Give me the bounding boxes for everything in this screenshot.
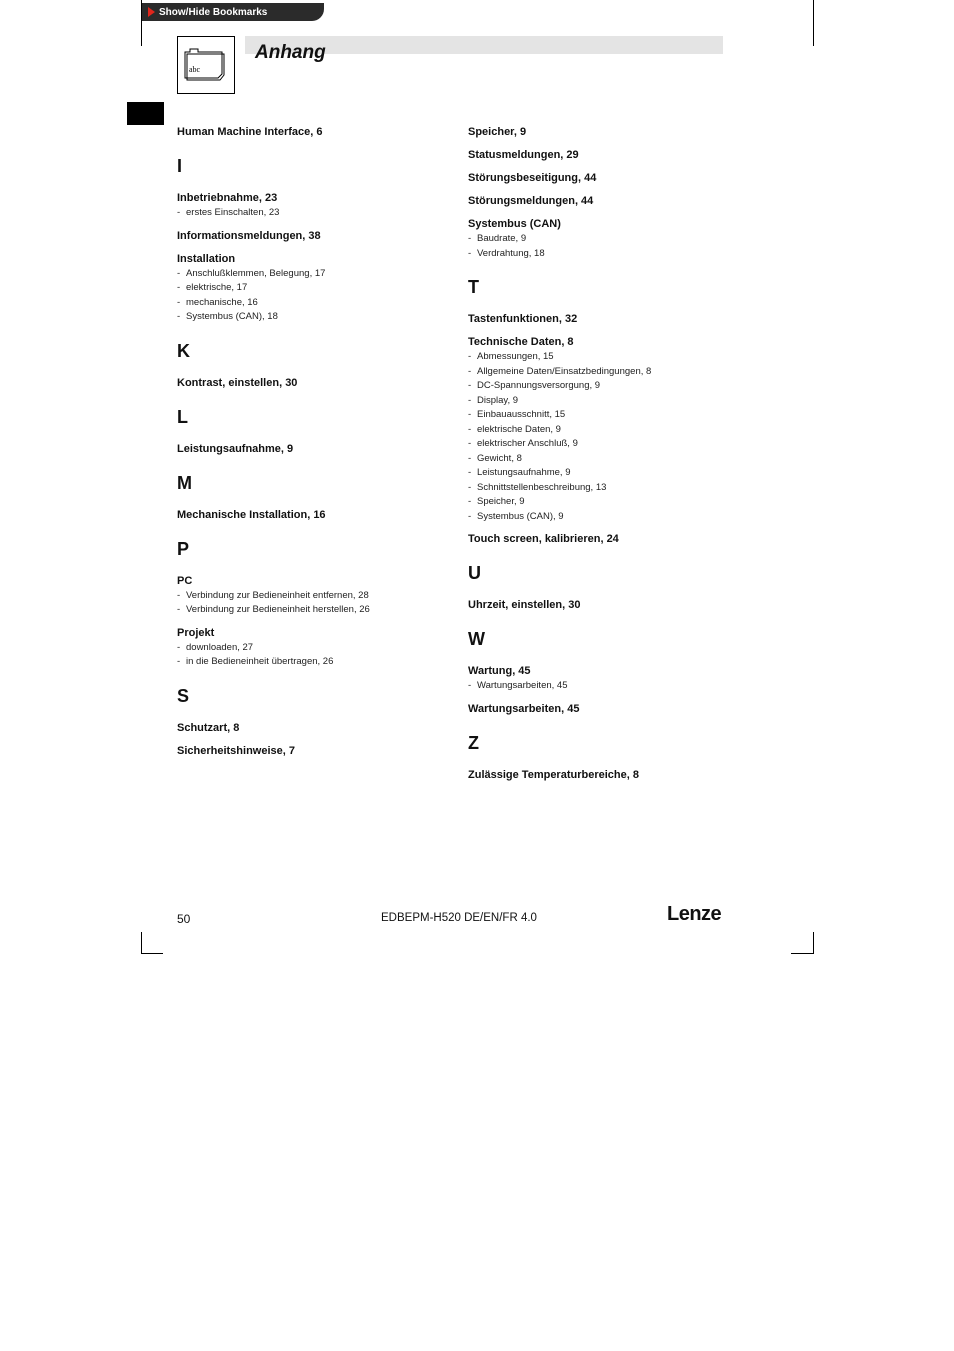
index-entry: [468, 334, 748, 524]
index-subentry[interactable]: [468, 510, 748, 525]
page-title: Anhang: [255, 42, 326, 63]
index-entry: [177, 124, 457, 140]
bullet-dash: -: [177, 604, 181, 615]
index-subentry-text: elektrische Daten, 9: [477, 423, 561, 435]
index-entry-head[interactable]: Wartungsarbeiten, 45: [468, 702, 580, 715]
index-letter-heading: S: [177, 685, 190, 706]
index-subentry-text: in die Bedieneinheit übertragen, 26: [186, 656, 334, 667]
lenze-logo: Lenze: [667, 903, 722, 925]
index-letter-heading: Z: [468, 732, 479, 753]
index-entry-head[interactable]: Kontrast, einstellen, 30: [177, 376, 298, 389]
index-entry: [468, 531, 748, 547]
bullet-dash: -: [468, 467, 472, 478]
index-subentry-text: erstes Einschalten, 23: [186, 207, 280, 218]
index-letter-heading: T: [468, 277, 479, 297]
index-subentry-text: Schnittstellenbeschreibung, 13: [477, 481, 607, 493]
index-entry: [468, 597, 748, 613]
bullet-dash: -: [468, 481, 472, 493]
index-subentry-text: Abmessungen, 15: [477, 351, 554, 362]
index-letter-heading: M: [177, 472, 192, 493]
index-subentry-text: Verdrahtung, 18: [477, 247, 545, 259]
index-subentry[interactable]: [468, 247, 748, 262]
bullet-dash: -: [468, 365, 472, 377]
index-entry: [177, 375, 457, 391]
index-subentry-text: Allgemeine Daten/Einsatzbedingungen, 8: [477, 365, 652, 377]
index-subentry-text: Einbauausschnitt, 15: [477, 409, 566, 420]
index-subentry[interactable]: [177, 296, 457, 311]
index-subentry[interactable]: [177, 655, 457, 670]
index-entry: [177, 625, 457, 670]
document-id: EDBEPM-H520 DE/EN/FR 4.0: [381, 912, 537, 924]
index-subentry[interactable]: [468, 437, 748, 452]
index-subentry[interactable]: [468, 423, 748, 438]
bullet-dash: -: [468, 233, 472, 244]
index-entry: [177, 441, 457, 457]
index-subentry-text: Anschlußklemmen, Belegung, 17: [186, 267, 326, 279]
index-entry-head[interactable]: PC: [177, 574, 193, 587]
index-subentry-text: Systembus (CAN), 18: [186, 311, 278, 322]
index-subentry-text: Verbindung zur Bedieneinheit herstellen, 26: [186, 604, 370, 615]
index-entry-head[interactable]: Installation: [177, 252, 236, 265]
index-entry: [468, 663, 748, 694]
index-subentry[interactable]: [468, 481, 748, 496]
show-hide-bookmarks-button[interactable]: [142, 3, 324, 21]
index-subentry[interactable]: [468, 365, 748, 380]
index-subentry-text: DC-Spannungsversorgung, 9: [477, 380, 601, 391]
bullet-dash: -: [468, 394, 472, 406]
index-entry-head[interactable]: Störungsbeseitigung, 44: [468, 172, 597, 184]
bullet-dash: -: [177, 207, 181, 218]
index-subentry-text: Wartungsarbeiten, 45: [477, 680, 568, 691]
index-entry: [468, 124, 748, 140]
bullet-dash: -: [468, 496, 472, 507]
crop-mark: [141, 932, 142, 954]
index-column-left: [177, 124, 457, 766]
index-subentry-text: Speicher, 9: [477, 496, 525, 507]
bullet-dash: -: [468, 351, 472, 362]
index-entry-head[interactable]: Uhrzeit, einstellen, 30: [468, 599, 581, 611]
index-letter-heading: I: [177, 156, 183, 176]
folder-icon: [178, 37, 234, 93]
index-entry-head[interactable]: Projekt: [177, 626, 215, 639]
index-entry-head[interactable]: Inbetriebnahme, 23: [177, 192, 278, 204]
index-entry: [177, 743, 457, 759]
index-subentry[interactable]: [468, 495, 748, 510]
index-subentry[interactable]: [468, 394, 748, 409]
index-subentry-text: Baudrate, 9: [477, 233, 527, 244]
index-entry: [468, 311, 748, 327]
index-entry-head[interactable]: Leistungsaufnahme, 9: [177, 442, 294, 455]
bullet-dash: -: [177, 656, 181, 667]
index-subentry[interactable]: [468, 350, 748, 365]
index-entry: [468, 193, 748, 209]
bullet-dash: -: [177, 641, 181, 653]
index-entry: [468, 147, 748, 163]
index-entry-head[interactable]: Technische Daten, 8: [468, 336, 574, 348]
index-subentry[interactable]: [177, 267, 457, 282]
index-subentry[interactable]: [177, 589, 457, 604]
bullet-dash: -: [468, 247, 472, 259]
index-subentry-text: elektrische, 17: [186, 282, 248, 293]
index-entry-head[interactable]: Zulässige Temperaturbereiche, 8: [468, 768, 639, 781]
index-subentry-text: Verbindung zur Bedieneinheit entfernen, 28: [186, 589, 369, 601]
index-subentry[interactable]: [468, 232, 748, 247]
index-entry: [177, 573, 457, 618]
index-entry-head[interactable]: Mechanische Installation, 16: [177, 508, 326, 521]
chapter-icon-box: [177, 36, 235, 94]
index-entry-head[interactable]: Statusmeldungen, 29: [468, 149, 579, 161]
bullet-dash: -: [468, 452, 472, 464]
index-entry: [468, 701, 748, 717]
index-entry: [177, 228, 457, 244]
index-subentry[interactable]: [177, 603, 457, 618]
index-entry-head[interactable]: Sicherheitshinweise, 7: [177, 744, 295, 757]
index-subentry[interactable]: [177, 206, 457, 221]
bullet-dash: -: [468, 438, 472, 449]
bullet-dash: -: [177, 267, 181, 279]
index-subentry[interactable]: [177, 641, 457, 656]
index-entry-head[interactable]: Systembus (CAN): [468, 218, 561, 230]
bullet-dash: -: [177, 296, 181, 308]
index-subentry-text: Gewicht, 8: [477, 452, 522, 464]
index-letter-heading: K: [177, 340, 190, 361]
bullet-dash: -: [468, 409, 472, 420]
index-letter-heading: P: [177, 538, 190, 559]
index-entry-head[interactable]: Wartung, 45: [468, 665, 531, 677]
crop-mark: [791, 953, 814, 954]
index-entry-head[interactable]: Schutzart, 8: [177, 721, 240, 734]
index-entry-head[interactable]: Informationsmeldungen, 38: [177, 229, 321, 242]
index-subentry[interactable]: [177, 281, 457, 296]
index-subentry[interactable]: [468, 379, 748, 394]
index-entry-head[interactable]: Touch screen, kalibrieren, 24: [468, 533, 619, 545]
crop-mark: [141, 953, 163, 954]
page-number: 50: [177, 912, 191, 926]
index-letter-heading: U: [468, 563, 481, 583]
index-column-right: [468, 124, 748, 790]
folder-icon-label: abc: [189, 65, 201, 74]
bullet-dash: -: [468, 423, 472, 435]
index-entry: [177, 720, 457, 736]
bullet-dash: -: [468, 510, 472, 522]
index-letter-heading: L: [177, 406, 188, 427]
bookmarks-button-label: Show/Hide Bookmarks: [159, 6, 268, 18]
index-entry: [468, 216, 748, 261]
index-subentry[interactable]: [468, 452, 748, 467]
crop-mark: [813, 0, 814, 46]
index-subentry-text: elektrischer Anschluß, 9: [477, 438, 578, 449]
index-entry: [468, 170, 748, 186]
index-subentry[interactable]: [177, 310, 457, 325]
index-entry: [177, 507, 457, 523]
index-entry-head[interactable]: Tastenfunktionen, 32: [468, 313, 578, 325]
index-entry: [468, 767, 748, 783]
bullet-dash: -: [177, 311, 181, 322]
bullet-dash: -: [177, 589, 181, 601]
bullet-dash: -: [177, 282, 181, 293]
bullet-dash: -: [468, 380, 472, 391]
crop-mark: [813, 932, 814, 954]
index-letter-heading: W: [468, 629, 485, 649]
index-entry: [177, 251, 457, 325]
index-subentry-text: Systembus (CAN), 9: [477, 510, 564, 522]
index-subentry-text: Display, 9: [477, 394, 519, 406]
chapter-tab-marker: [127, 102, 164, 125]
index-subentry-text: Leistungsaufnahme, 9: [477, 467, 571, 478]
index-subentry-text: downloaden, 27: [186, 641, 254, 653]
index-subentry[interactable]: [468, 466, 748, 481]
index-subentry[interactable]: [468, 408, 748, 423]
bullet-dash: -: [468, 680, 472, 691]
index-entry: [177, 190, 457, 221]
index-entry-head[interactable]: Speicher, 9: [468, 126, 527, 138]
index-entry-head[interactable]: Human Machine Interface, 6: [177, 126, 323, 138]
arrow-right-icon: [148, 7, 155, 17]
index-entry-head[interactable]: Störungsmeldungen, 44: [468, 195, 594, 207]
crop-mark: [141, 0, 142, 46]
index-subentry[interactable]: [468, 679, 748, 694]
index-subentry-text: mechanische, 16: [186, 296, 258, 308]
